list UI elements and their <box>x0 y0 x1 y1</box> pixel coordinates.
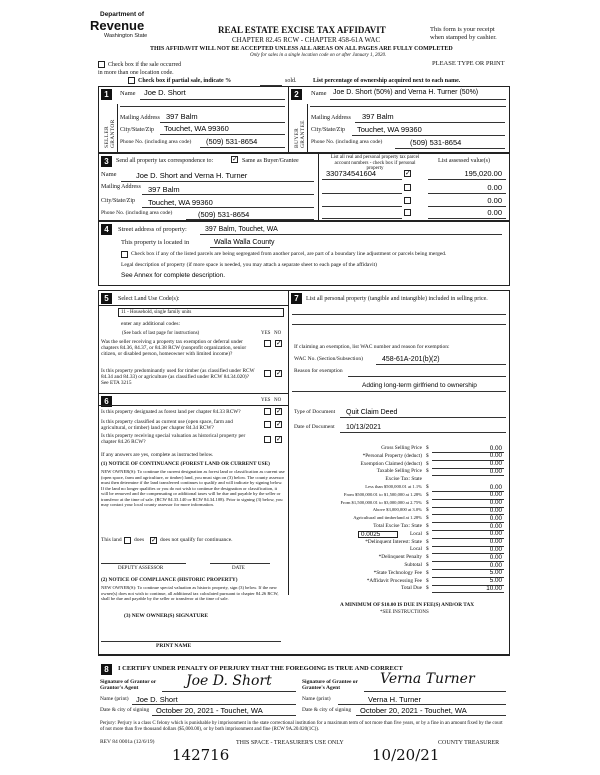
exemption-claim-label: If claiming an exemption, list WAC number and reason for exemption: <box>294 344 450 350</box>
segregated-checkbox[interactable] <box>121 251 128 258</box>
s5-yes-header: YES <box>261 331 271 336</box>
deputy-assessor-label: DEPUTY ASSESSOR <box>118 566 164 571</box>
calc-value-15[interactable]: 0.00 <box>489 561 502 569</box>
grantor-signature[interactable]: Joe D. Short <box>186 673 272 689</box>
s5-q1-no[interactable]: ✓ <box>276 339 282 347</box>
calc-label-0: Gross Selling Price <box>381 445 422 451</box>
buyer-mail-label: Mailing Address <box>311 115 351 121</box>
calc-value-11[interactable]: 0.00 <box>489 530 502 538</box>
calc-value-14[interactable]: 0.00 <box>489 553 502 561</box>
calc-dollar-7: $ <box>426 499 429 506</box>
notice-1-title: (1) NOTICE OF CONTINUANCE (FOREST LAND OR CURRENT USE) <box>101 461 270 467</box>
section-8-badge: 8 <box>101 664 112 675</box>
calc-label-8: Above $3,000,000 at 3.0% <box>372 507 422 513</box>
calc-dollar-2: $ <box>426 460 429 467</box>
calc-label-9: Agricultural and timberland at 1.28% <box>353 515 422 521</box>
corr-mail[interactable]: 397 Balm <box>148 185 180 194</box>
legal-description[interactable]: See Annex for complete description. <box>121 272 226 279</box>
s6-q1-yes[interactable] <box>264 408 271 415</box>
personal-property-title: List all personal property (tangible and intangible) included in selling price. <box>306 296 488 302</box>
calc-label-16: *State Technology Fee <box>373 569 422 576</box>
additional-codes-label: enter any additional codes: <box>121 321 181 327</box>
calc-value-18[interactable]: 10.00 <box>486 584 502 592</box>
calc-label-4: Excise Tax: State <box>385 476 422 483</box>
local-tax-rate[interactable]: 0.0025 <box>358 531 398 539</box>
notice-2-body: NEW OWNER(S): To continue special valuation as historic property, sign (3) below. If the new owner(s) does not wish to continue, all additional tax calculated pursuant to chapter 84.26 RCW, shall be due and payable by the seller or transferor at the time of sale. <box>101 585 279 601</box>
form-warning: THIS AFFIDAVIT WILL NOT BE ACCEPTED UNLESS ALL AREAS ON ALL PAGES ARE FULLY COMPLETED <box>150 46 453 52</box>
doc-type[interactable]: Quit Claim Deed <box>346 409 398 416</box>
tax-calculation <box>292 446 506 596</box>
calc-value-12[interactable]: 0.00 <box>489 538 502 546</box>
seller-name-label: Name <box>120 90 136 97</box>
grantee-print-name[interactable]: Verna H. Turner <box>368 695 421 704</box>
s6-question-2: Is this property classified as current use (open space, farm and agricultural, or timber) land per chapter 84.34 RCW? <box>101 419 233 431</box>
buyer-name[interactable]: Joe D. Short (50%) and Verna H. Turner (50%) <box>333 89 479 96</box>
calc-dollar-17: $ <box>426 577 429 584</box>
partial-sale-checkbox[interactable] <box>128 77 135 84</box>
recording-number: 142716 <box>172 746 230 764</box>
calc-dollar-15: $ <box>426 562 429 568</box>
seller-name[interactable]: Joe D. Short <box>144 88 186 97</box>
calc-value-8[interactable]: 0.00 <box>489 506 502 514</box>
reason-label: Reason for exemption <box>294 368 343 374</box>
corr-name-label: Name <box>101 171 117 178</box>
s5-question-1: Was the seller receiving a property tax exemption or deferral under chapters 84.36, 84.37, or 84.38 RCW (nonprofit organization, senior citizen, or disabled person, homeowner with limited income)? <box>101 339 247 358</box>
calc-value-5[interactable]: 0.00 <box>489 483 502 491</box>
s6-question-1: Is this property designated as forest land per chapter 84.33 RCW? <box>101 409 241 415</box>
dept-logo: Revenue <box>90 18 145 33</box>
corr-city-label: City/State/Zip <box>101 198 135 204</box>
ownership-pct-note: List percentage of ownership acquired next to each name. <box>313 78 461 84</box>
dept-line1: Department of <box>100 11 145 18</box>
seller-mail-label: Mailing Address <box>120 115 160 121</box>
treasurer-use-note: THIS SPACE - TREASURER'S USE ONLY <box>236 740 344 746</box>
s6-question-3: Is this property receiving special valuation as historical property per chapter 84.26 RCW? <box>101 433 246 445</box>
dept-line3: Washington State <box>104 33 148 39</box>
buyer-mail[interactable]: 397 Balm <box>362 112 394 121</box>
calc-value-7[interactable]: 0.00 <box>489 499 502 507</box>
corr-city[interactable]: Touchet, WA 99360 <box>148 198 213 207</box>
corr-name[interactable]: Joe D. Short and Verna H. Turner <box>136 171 248 180</box>
multi-location-label: Check box if the sale occurred <box>108 62 182 68</box>
s6-q3-yes[interactable] <box>264 436 271 443</box>
wac-number[interactable]: 458-61A-201(b)(2) <box>382 356 440 363</box>
calc-dollar-5: $ <box>426 484 429 490</box>
notice-2-title: (2) NOTICE OF COMPLIANCE (HISTORIC PROPERTY) <box>101 577 238 583</box>
legal-label: Legal description of property (if more space is needed, you may attach a separate sheet to each page of the affidavit) <box>121 262 377 268</box>
parcel-value-3[interactable]: 0.00 <box>487 196 502 205</box>
see-instructions-note: *SEE INSTRUCTIONS <box>380 610 429 615</box>
certify-statement: I CERTIFY UNDER PENALTY OF PERJURY THAT THE FOREGOING IS TRUE AND CORRECT <box>118 665 403 672</box>
calc-label-6: From $500,000.01 to $1,500,000 at 1.28% <box>343 491 422 497</box>
calc-dollar-1: $ <box>426 452 429 459</box>
calc-dollar-10: $ <box>426 523 429 529</box>
calc-label-11: Local <box>409 530 422 537</box>
calc-label-3: Taxable Selling Price <box>376 468 422 475</box>
receipt-note: This form is your receipt <box>430 26 495 33</box>
section-6-badge: 6 <box>101 396 112 407</box>
calc-label-5: Less than $500,000.01 at 1.1% <box>365 484 422 489</box>
stamp-date: 10/20/21 <box>372 746 440 764</box>
buyer-phone[interactable]: (509) 531-8654 <box>410 138 462 147</box>
grantor-date-label: Date & city of signing <box>100 707 150 713</box>
multi-location-checkbox[interactable] <box>98 61 105 68</box>
doc-type-label: Type of Document <box>294 409 336 415</box>
calc-label-12: *Delinquent Interest: State <box>365 538 422 545</box>
s5-q2-yes[interactable] <box>264 370 271 377</box>
corr-phone-label: Phone No. (including area code) <box>101 210 173 216</box>
grantee-sig-label: Signature of Grantee or Grantee's Agent <box>302 679 358 692</box>
calc-value-3[interactable]: 0.00 <box>489 467 502 475</box>
receipt-note-2: when stamped by cashier. <box>430 34 497 41</box>
parcel-value-2[interactable]: 0.00 <box>487 183 502 192</box>
calc-dollar-8: $ <box>426 507 429 514</box>
calc-dollar-3: $ <box>426 468 429 475</box>
calc-label-15: Subtotal <box>404 562 422 568</box>
street-label: Street address of property: <box>118 226 187 233</box>
doc-date[interactable]: 10/13/2021 <box>346 424 382 431</box>
section-1-badge: 1 <box>101 89 112 100</box>
calc-dollar-6: $ <box>426 491 429 498</box>
grantor-sig-label: Signature of Grantor or Grantor's Agent <box>100 679 157 692</box>
seller-side-label: SELLER GRANTOR <box>104 119 116 148</box>
calc-dollar-12: $ <box>426 538 429 545</box>
grantor-print-name[interactable]: Joe D. Short <box>136 695 178 704</box>
calc-value-9[interactable]: 0.00 <box>489 514 502 522</box>
parcel-personal-checkbox-2[interactable] <box>404 184 411 191</box>
grantor-date-city[interactable]: October 20, 2021 - Touchet, WA <box>156 706 263 715</box>
calc-value-1[interactable]: 0.00 <box>489 452 502 460</box>
s5-q2-no[interactable]: ✓ <box>276 369 282 377</box>
seller-phone-label: Phone No. (including area code) <box>120 139 192 145</box>
form-chapter: CHAPTER 82.45 RCW - CHAPTER 458-61A WAC <box>232 36 381 44</box>
section-7-badge: 7 <box>291 293 302 304</box>
parcel-personal-checkbox-1[interactable]: ✓ <box>405 169 411 177</box>
this-land-label: This land <box>101 537 122 543</box>
parcel-personal-checkbox-4[interactable] <box>404 209 411 216</box>
grantee-name-label: Name (print) <box>302 696 331 702</box>
grantee-signature[interactable]: Verna Turner <box>380 671 475 687</box>
s5-question-2: Is this property predominantly used for timber (as classified under RCW 84.34 and 84.33) or agriculture (as classified under RCW 84.34.020)? See ETA 3215 <box>101 368 255 387</box>
calc-label-18: Total Due <box>401 585 422 592</box>
if-yes-note: If any answers are yes, complete as instructed below. <box>101 452 214 458</box>
assessed-value-header: List assessed value(s) <box>438 158 490 164</box>
calc-dollar-0: $ <box>426 445 429 451</box>
grantee-date-city[interactable]: October 20, 2021 - Touchet, WA <box>360 706 467 715</box>
calc-value-2[interactable]: 0.00 <box>489 460 502 468</box>
calc-label-2: Exemption Claimed (deduct) <box>360 460 422 467</box>
calc-label-1: *Personal Property (deduct) <box>362 452 422 459</box>
county-label: This property is located in <box>121 239 190 246</box>
land-use-instructions: (See back of last page for instructions) <box>122 331 200 336</box>
partial-sale-label: Check box if partial sale, indicate % <box>138 78 232 84</box>
calc-value-6[interactable]: 0.00 <box>489 491 502 499</box>
calc-dollar-13: $ <box>426 546 429 553</box>
corr-mail-label: Mailing Address <box>101 184 141 190</box>
notice-1-body: NEW OWNER(S): To continue the current designation as forest land or classification as current use (open space, farm and agriculture, or timber) land, you must sign on (3) below. The county assessor must then determine if the land transferred continues to qualify and will indicate by signing below. If the land no longer qualifies or you do not wish to continue the designation or classification, it will be removed and the compensating or additional taxes will be due and payable by the seller or transferor at the time of sale. (RCW 84.33.140 or RCW 84.34.108). Prior to signing (3) below, you may contact your local county assessor for more information. <box>101 469 285 507</box>
seller-city-label: City/State/Zip <box>120 127 154 133</box>
form-title: REAL ESTATE EXCISE TAX AFFIDAVIT <box>218 25 386 35</box>
calc-value-17[interactable]: 5.00 <box>489 577 502 585</box>
calc-label-10: Total Excise Tax: State <box>373 523 422 529</box>
calc-label-14: *Delinquent Penalty <box>378 554 422 561</box>
doc-date-label: Date of Document <box>294 424 335 430</box>
segregated-label: Check box if any of the listed parcels are being segregated from another parcel, are part of a boundary line adjustment or parcels being merged. <box>131 251 447 257</box>
wac-label: WAC No. (Section/Subsection) <box>294 356 363 362</box>
calc-label-17: *Affidavit Processing Fee <box>366 577 422 584</box>
minimum-note: A MINIMUM OF $10.00 IS DUE IN FEE(S) AND/OR TAX <box>340 602 475 608</box>
s6-q2-yes[interactable] <box>264 421 271 428</box>
grantor-name-label: Name (print) <box>100 696 129 702</box>
exemption-reason[interactable]: Adding long-term girlfriend to ownership <box>362 382 477 389</box>
section-5-badge: 5 <box>101 293 112 304</box>
section-4-badge: 4 <box>101 224 112 235</box>
county[interactable]: Walla Walla County <box>214 239 275 246</box>
buyer-city[interactable]: Touchet, WA 99360 <box>357 125 422 134</box>
new-owner-sig-label: (3) NEW OWNER(S) SIGNATURE <box>124 613 208 619</box>
street-address[interactable]: 397 Balm, Touchet, WA <box>205 226 278 233</box>
parcel-value-1[interactable]: 195,020.00 <box>464 169 502 178</box>
land-does-checkbox[interactable] <box>124 537 131 544</box>
seller-city[interactable]: Touchet, WA 99360 <box>164 124 229 133</box>
s6-q2-no[interactable]: ✓ <box>276 420 282 428</box>
s6-yes-header: YES <box>261 398 271 403</box>
s6-q1-no[interactable]: ✓ <box>276 407 282 415</box>
multi-location-label-2: in more than one location code. <box>98 70 174 76</box>
same-as-buyer-checkbox[interactable]: ✓ <box>232 155 238 163</box>
calc-label-13: Local <box>409 546 422 553</box>
calc-dollar-14: $ <box>426 554 429 561</box>
parcel-value-4[interactable]: 0.00 <box>487 208 502 217</box>
seller-mail[interactable]: 397 Balm <box>166 112 198 121</box>
sold-label: sold. <box>285 78 297 84</box>
s5-q1-yes[interactable] <box>264 340 271 347</box>
print-name-label: PRINT NAME <box>156 643 192 649</box>
perjury-note: Perjury: Perjury is a class C felony which is punishable by imprisonment in the state correctional institution for a maximum term of not more than five years, or by a fine in an amount fixed by the court of not more than five thousand dollars ($5,000.00), or by both imprisonment and fine (RCW 9A.20.020(1C)). <box>100 721 503 732</box>
county-treasurer-label: COUNTY TREASURER <box>438 740 500 746</box>
section-3-badge: 3 <box>101 156 112 167</box>
parcel-account-1[interactable]: 330734541604 <box>326 169 377 178</box>
buyer-name-label: Name <box>311 90 327 97</box>
correspondence-label: Send all property tax correspondence to: <box>116 158 214 164</box>
s5-no-header: NO <box>274 331 282 336</box>
grantee-date-label: Date & city of signing <box>302 707 352 713</box>
seller-phone[interactable]: (509) 531-8654 <box>206 137 258 146</box>
deputy-date-label: DATE <box>232 566 245 571</box>
buyer-city-label: City/State/Zip <box>311 127 345 133</box>
s6-no-header: NO <box>274 398 282 403</box>
parcel-personal-checkbox-3[interactable] <box>404 197 411 204</box>
calc-dollar-18: $ <box>426 585 429 592</box>
buyer-phone-label: Phone No. (including area code) <box>311 139 383 145</box>
calc-dollar-16: $ <box>426 569 429 576</box>
calc-value-10[interactable]: 0.00 <box>489 522 502 530</box>
form-only-for: Only for sales in a single location code on or after January 1, 2020. <box>250 53 387 58</box>
does-label: does <box>134 537 145 543</box>
calc-dollar-11: $ <box>426 530 429 537</box>
type-or-print: PLEASE TYPE OR PRINT <box>432 60 505 67</box>
parcel-header: List all real and personal property tax parcel account numbers - check box if personal property <box>330 155 420 171</box>
land-use-title: Select Land Use Code(s): <box>118 296 180 302</box>
calc-value-16[interactable]: 5.00 <box>489 569 502 577</box>
does-not-qualify-label: does not qualify for continuance. <box>160 537 233 543</box>
calc-value-13[interactable]: 0.00 <box>489 545 502 553</box>
buyer-side-label: BUYER GRANTEE <box>294 120 306 148</box>
land-does-not-checkbox[interactable]: ✓ <box>151 536 157 544</box>
form-revision: REV 84 0001a (12/6/19) <box>100 739 155 745</box>
calc-dollar-9: $ <box>426 515 429 522</box>
land-use-code: 11 - Household, single family units <box>121 310 192 315</box>
calc-label-7: From $1,500,000.01 to $3,000,000 at 2.75% <box>340 499 422 505</box>
calc-value-0[interactable]: 0.00 <box>489 444 502 452</box>
section-2-badge: 2 <box>291 89 302 100</box>
same-as-buyer-label: Same as Buyer/Grantee <box>242 158 299 164</box>
s6-q3-no[interactable]: ✓ <box>276 435 282 443</box>
corr-phone[interactable]: (509) 531-8654 <box>198 210 250 219</box>
